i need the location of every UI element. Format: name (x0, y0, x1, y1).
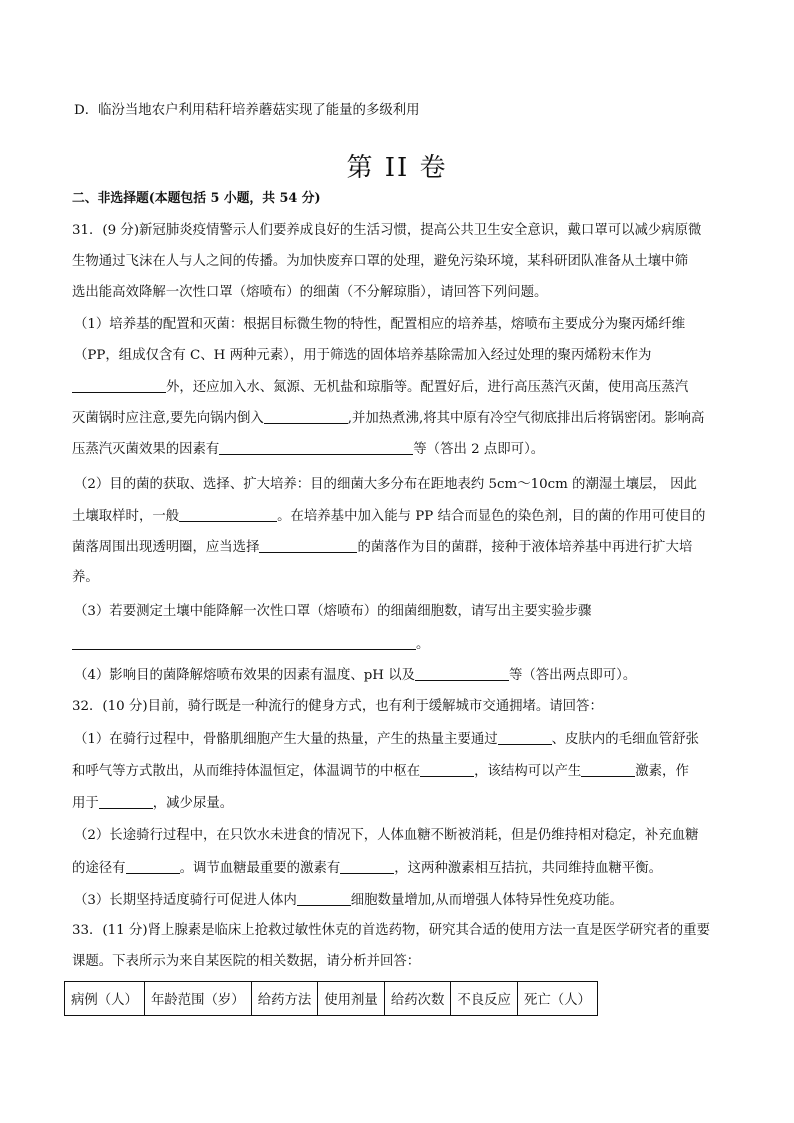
table-header-cell: 不良反应 (451, 982, 518, 1016)
answer-blank[interactable] (72, 380, 166, 393)
answer-blank[interactable] (259, 540, 357, 553)
table-header-row (65, 982, 598, 1016)
q31-part3-line: （3）若要测定土壤中能降解一次性口罩（熔喷布）的细菌细胞数，请写出主要实验步骤 (74, 604, 592, 619)
q31-part4-line: （4）影响目的菌降解熔喷布效果的因素有温度、pH 以及 等（答出两点即可）。 (74, 668, 637, 683)
q31-part2-line: 养。 (72, 570, 99, 585)
answer-blank[interactable] (72, 637, 416, 650)
q32-part2-line: 的途径有 。调节血糖最重要的激素有 ，这两种激素相互拮抗，共同维持血糖平衡。 (72, 861, 663, 876)
q31-part1-line: （1）培养基的配置和灭菌：根据目标微生物的特性，配置相应的培养基，熔喷布主要成分为聚丙烯纤维 (74, 317, 686, 332)
answer-blank[interactable] (415, 668, 509, 681)
q32-part2-line: （2）长途骑行过程中，在只饮水未进食的情况下，人体血糖不断被消耗，但是仍维持相对稳定，补充血糖 (74, 828, 699, 843)
q32-line: 32．(10 分)目前，骑行既是一种流行的健身方式，也有利于缓解城市交通拥堵。请回答： (72, 699, 603, 714)
answer-blank[interactable] (264, 411, 348, 424)
q33-line: 33．(11 分)肾上腺素是临床上抢救过敏性休克的首选药物，研究其合适的使用方法一直是医学研究者的重要 (72, 923, 710, 938)
q31-line: 生物通过飞沫在人与人之间的传播。为加快废弃口罩的处理，避免污染环境，某科研团队准备从土壤中筛 (72, 254, 688, 269)
answer-blank[interactable] (219, 442, 413, 455)
volume-title: 第 II 卷 (346, 153, 448, 183)
q31-part1-line: （PP，组成仅含有 C、H 两种元素），用于筛选的固体培养基除需加入经过处理的聚丙烯粉末作为 (74, 348, 652, 363)
q33-line: 课题。下表所示为来自某医院的相关数据，请分析并回答： (72, 954, 421, 969)
q31-part2-line: 菌落周围出现透明圈，应当选择 的菌落作为目的菌群，接种于液体培养基中再进行扩大培 (72, 540, 693, 555)
answer-blank[interactable] (340, 861, 394, 874)
table-header-cell: 病例（人） (65, 982, 145, 1016)
q31-line: 选出能高效降解一次性口罩（熔喷布）的细菌（不分解琼脂），请回答下列问题。 (72, 285, 548, 300)
q32-part1-line: 和呼气等方式散出，从而维持体温恒定，体温调节的中枢在 ，该结构可以产生 激素，作 (72, 764, 689, 779)
q31-line: 31．(9 分)新冠肺炎疫情警示人们要养成良好的生活习惯，提高公共卫生安全意识，戴口罩可以减少病原微 (72, 223, 702, 238)
section-heading: 二、非选择题(本题包括 5 小题，共 54 分) (72, 191, 321, 206)
answer-blank[interactable] (126, 861, 180, 874)
q32-part1-line: 用于 ，减少尿量。 (72, 796, 234, 811)
answer-blank[interactable] (179, 509, 277, 522)
q31-part3-line: 。 (72, 637, 429, 651)
answer-blank[interactable] (498, 732, 552, 745)
table-header-cell: 给药次数 (384, 982, 451, 1016)
data-table (64, 981, 598, 1016)
answer-blank[interactable] (420, 764, 474, 777)
q31-part1-line: 压蒸汽灭菌效果的因素有 等（答出 2 点即可）。 (72, 442, 545, 457)
table-header-cell: 使用剂量 (318, 982, 385, 1016)
q31-part1-line: 外，还应加入水、氮源、无机盐和琼脂等。配置好后，进行高压蒸汽灭菌，使用高压蒸汽 (72, 380, 688, 394)
q31-part2-line: （2）目的菌的获取、选择、扩大培养：目的细菌大多分布在距地表约 5cm～10cm 的潮湿土壤层， 因此 (74, 477, 697, 492)
option-d: D．临汾当地农户利用秸秆培养蘑菇实现了能量的多级利用 (74, 103, 420, 118)
table-header-cell: 死亡（人） (517, 982, 597, 1016)
q32-part1-line: （1）在骑行过程中，骨骼肌细胞产生大量的热量，产生的热量主要通过 、皮肤内的毛细血管舒张 (74, 732, 699, 747)
answer-blank[interactable] (581, 764, 635, 777)
q32-part3-line: （3）长期坚持适度骑行可促进人体内 细胞数量增加,从而增强人体特异性免疫功能。 (74, 893, 623, 908)
table-header-cell: 给药方法 (251, 982, 318, 1016)
q31-part1-line: 灭菌锅时应注意,要先向锅内倒入 ,并加热煮沸,将其中原有冷空气彻底排出后将锅密闭。影响高 (72, 411, 705, 426)
answer-blank[interactable] (297, 893, 351, 906)
q31-part2-line: 土壤取样时，一般 。在培养基中加入能与 PP 结合而显色的染色剂，目的菌的作用可使目的 (72, 509, 706, 524)
answer-blank[interactable] (99, 796, 153, 809)
table-header-cell: 年龄范围（岁） (144, 982, 251, 1016)
